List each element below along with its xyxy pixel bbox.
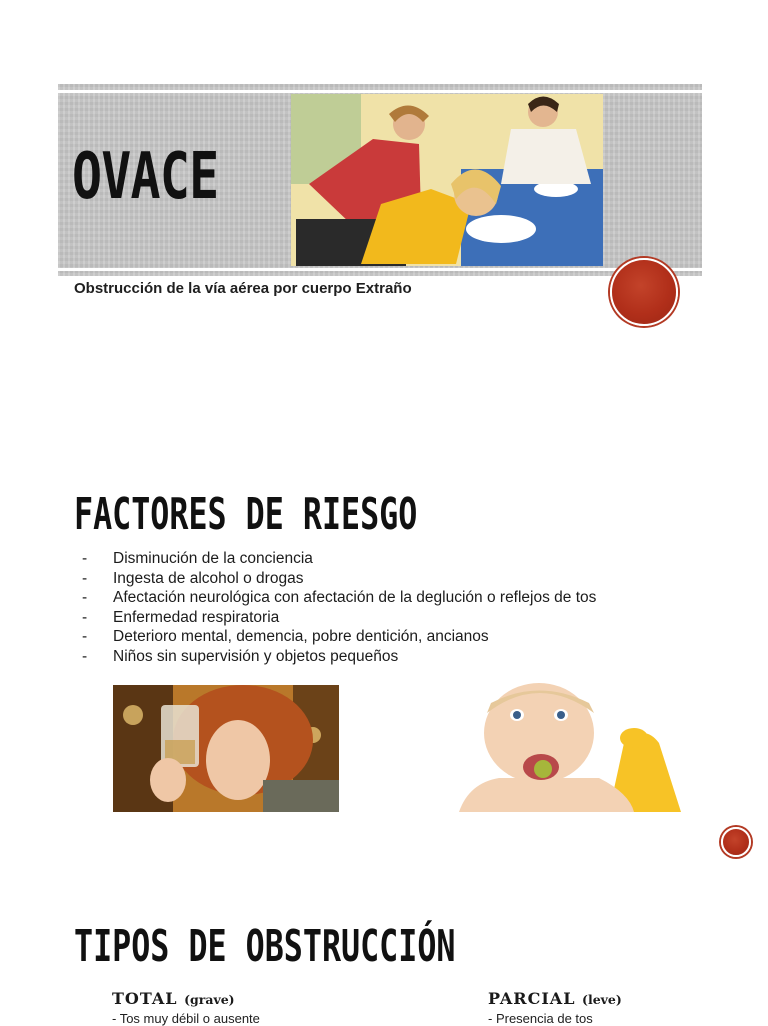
list-item xyxy=(82,608,596,628)
red-circle-decoration-icon xyxy=(721,827,751,857)
risk-factors-heading: FACTORES DE RIESGO xyxy=(74,489,418,540)
bullet-dash: - xyxy=(82,608,88,626)
bullet-dash: - xyxy=(82,589,88,607)
bullet-dash: - xyxy=(82,550,88,567)
slide-title: OVACE xyxy=(72,140,219,214)
child-with-grape-illustration xyxy=(459,683,681,812)
bullet-dash: - xyxy=(82,647,88,665)
choking-scene-photo xyxy=(291,94,603,266)
list-item xyxy=(82,549,596,569)
bullet-dash: - xyxy=(82,569,88,587)
total-detail: - Tos muy débil o ausente xyxy=(112,1011,260,1026)
child-with-grape-photo xyxy=(459,683,681,812)
total-qualifier: (grave) xyxy=(184,992,235,1007)
choking-scene-illustration xyxy=(291,94,603,266)
list-item-text: Enfermedad respiratoria xyxy=(113,608,280,626)
list-item-text: Disminución de la conciencia xyxy=(113,550,313,567)
list-item xyxy=(82,588,596,608)
partial-obstruction-title xyxy=(488,989,622,1008)
list-item-text: Ingesta de alcohol o drogas xyxy=(113,569,304,587)
list-item-text: Deterioro mental, demencia, pobre dentición, ancianos xyxy=(113,628,489,646)
partial-label: PARCIAL xyxy=(488,989,576,1008)
list-item-text: Afectación neurológica con afectación de la deglución o reflejos de tos xyxy=(113,589,597,607)
list-item xyxy=(82,569,596,589)
total-label: TOTAL xyxy=(112,989,178,1008)
red-circle-decoration-icon xyxy=(610,258,678,326)
banner-top-line xyxy=(58,90,702,93)
total-obstruction-title xyxy=(112,989,235,1008)
list-item-text: Niños sin supervisión y objetos pequeños xyxy=(113,647,399,665)
list-item xyxy=(82,627,596,647)
slide-subtitle: Obstrucción de la vía aérea por cuerpo Extraño xyxy=(74,280,412,297)
banner-bottom-line xyxy=(58,268,702,271)
partial-detail: - Presencia de tos xyxy=(488,1011,593,1026)
alcohol-woman-photo xyxy=(113,685,339,812)
bullet-dash: - xyxy=(82,628,88,646)
alcohol-woman-illustration xyxy=(113,685,339,812)
partial-qualifier: (leve) xyxy=(582,992,622,1007)
risk-factors-list xyxy=(82,549,596,667)
obstruction-types-heading: TIPOS DE OBSTRUCCIÓN xyxy=(74,921,456,972)
list-item xyxy=(82,647,596,667)
